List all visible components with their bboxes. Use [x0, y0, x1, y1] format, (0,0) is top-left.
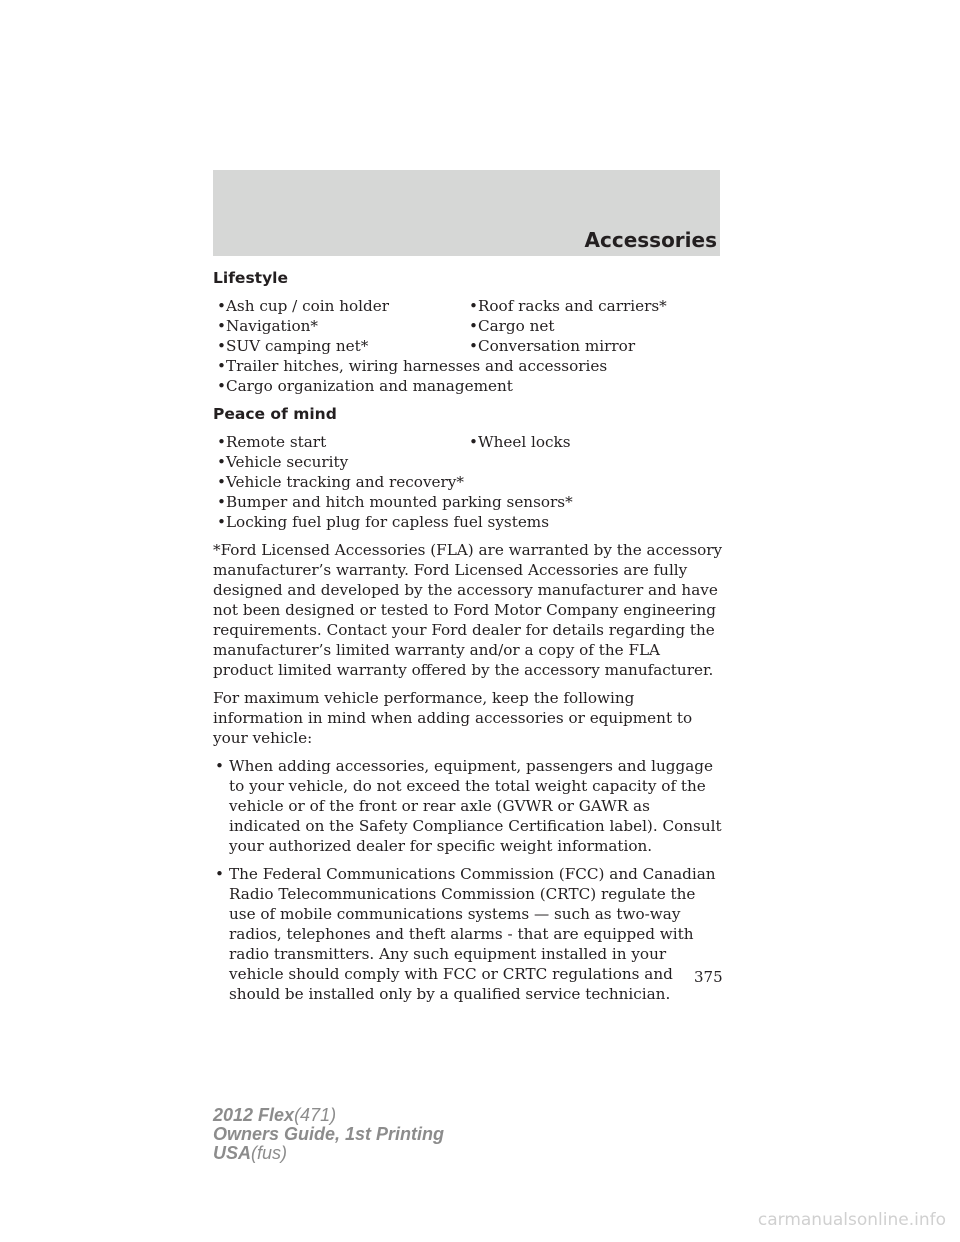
- list-item-text: Remote start: [225, 433, 327, 451]
- bullet-glyph: •: [469, 433, 478, 451]
- list-item-text: Conversation mirror: [477, 337, 636, 355]
- page-content: [213, 268, 723, 1012]
- list-item-text: Trailer hitches, wiring harnesses and accessories: [225, 357, 608, 375]
- bullet-paragraph: [215, 756, 723, 856]
- footer-model: 2012 Flex: [213, 1105, 295, 1125]
- list-item: [217, 376, 719, 396]
- bullet-glyph: •: [469, 337, 478, 355]
- footer-line-1: [213, 1106, 444, 1125]
- list-item: [217, 492, 719, 512]
- lifestyle-heading: Lifestyle: [213, 269, 289, 287]
- bullet-glyph: •: [217, 377, 226, 395]
- bullet-glyph: •: [217, 453, 226, 471]
- bullet-glyph: •: [217, 513, 226, 531]
- bullet-glyph: •: [217, 357, 226, 375]
- bullet-glyph: •: [469, 297, 478, 315]
- list-item-text: Locking fuel plug for capless fuel systems: [225, 513, 550, 531]
- list-item-text: Roof racks and carriers*: [477, 297, 667, 315]
- list-item-text: SUV camping net*: [225, 337, 369, 355]
- watermark: carmanualsonline.info: [757, 1210, 946, 1230]
- bullet-glyph: •: [217, 433, 226, 451]
- bullet-paragraph-text: The Federal Communications Commission (FCC) and Canadian Radio Telecommunications Commission (CRTC) regulate the use of mobile communications systems — such as two-way radios, telephones and theft alarms - that are equipped with radio transmitters. Any such equipment installed in your vehicle should comply with FCC or CRTC regulations and should be installed only by a qualified service technician.: [229, 865, 716, 1003]
- bullet-glyph: •: [215, 865, 224, 883]
- list-item-text: Wheel locks: [477, 433, 571, 451]
- print-footer: [213, 1106, 444, 1163]
- bullet-glyph: •: [217, 317, 226, 335]
- footer-market-code: (fus): [251, 1143, 288, 1163]
- bullet-paragraph: [215, 864, 723, 1004]
- bullet-glyph: •: [215, 757, 224, 775]
- list-item-text: Vehicle security: [225, 453, 349, 471]
- peace-of-mind-heading: Peace of mind: [213, 405, 337, 423]
- peace-of-mind-list: [217, 432, 723, 532]
- performance-intro: For maximum vehicle performance, keep the following information in mind when adding accessories or equipment to your vehicle:: [213, 689, 693, 747]
- bullet-glyph: •: [217, 297, 226, 315]
- list-item: [217, 432, 469, 452]
- list-item: [217, 336, 469, 356]
- list-item-text: Vehicle tracking and recovery*: [225, 473, 464, 491]
- list-item: [469, 336, 719, 356]
- section-title: Accessories: [584, 228, 717, 252]
- list-item: [217, 356, 719, 376]
- fla-warranty-note: *Ford Licensed Accessories (FLA) are warranted by the accessory manufacturer’s warranty. Ford Licensed Accessories are fully designed and developed by the accessory manufacturer and have not been designed or tested to Ford Motor Company engineering requirements. Contact your Ford dealer for details regarding the manufacturer’s limited warranty and/or a copy of the FLA product limited warranty offered by the accessory manufacturer.: [213, 541, 723, 679]
- list-item: [217, 296, 469, 316]
- footer-code: (471): [294, 1105, 337, 1125]
- footer-line-3: [213, 1144, 444, 1163]
- section-header-band: [213, 170, 720, 256]
- footer-line-2: [213, 1125, 444, 1144]
- lifestyle-list: [217, 296, 723, 396]
- list-item: [217, 512, 719, 532]
- footer-market: USA: [213, 1143, 252, 1163]
- page-number: 375: [694, 968, 723, 986]
- bullet-paragraph-text: When adding accessories, equipment, passengers and luggage to your vehicle, do not exceed the total weight capacity of the vehicle or of the front or rear axle (GVWR or GAWR as indicated on the Safety Compliance Certification label). Consult your authorized dealer for specific weight information.: [229, 757, 722, 855]
- list-item: [217, 472, 719, 492]
- list-item: [469, 432, 719, 452]
- list-item-text: Cargo net: [477, 317, 555, 335]
- bullet-glyph: •: [217, 337, 226, 355]
- list-item-text: Bumper and hitch mounted parking sensors*: [225, 493, 573, 511]
- footer-edition: Owners Guide, 1st Printing: [213, 1124, 445, 1144]
- list-item-text: Ash cup / coin holder: [225, 297, 389, 315]
- bullet-glyph: •: [469, 317, 478, 335]
- bullet-glyph: •: [217, 473, 226, 491]
- list-item: [217, 316, 469, 336]
- list-item-text: Cargo organization and management: [225, 377, 513, 395]
- list-item-text: Navigation*: [225, 317, 319, 335]
- list-item: [217, 452, 719, 472]
- list-item: [469, 296, 719, 316]
- list-item: [469, 316, 719, 336]
- bullet-glyph: •: [217, 493, 226, 511]
